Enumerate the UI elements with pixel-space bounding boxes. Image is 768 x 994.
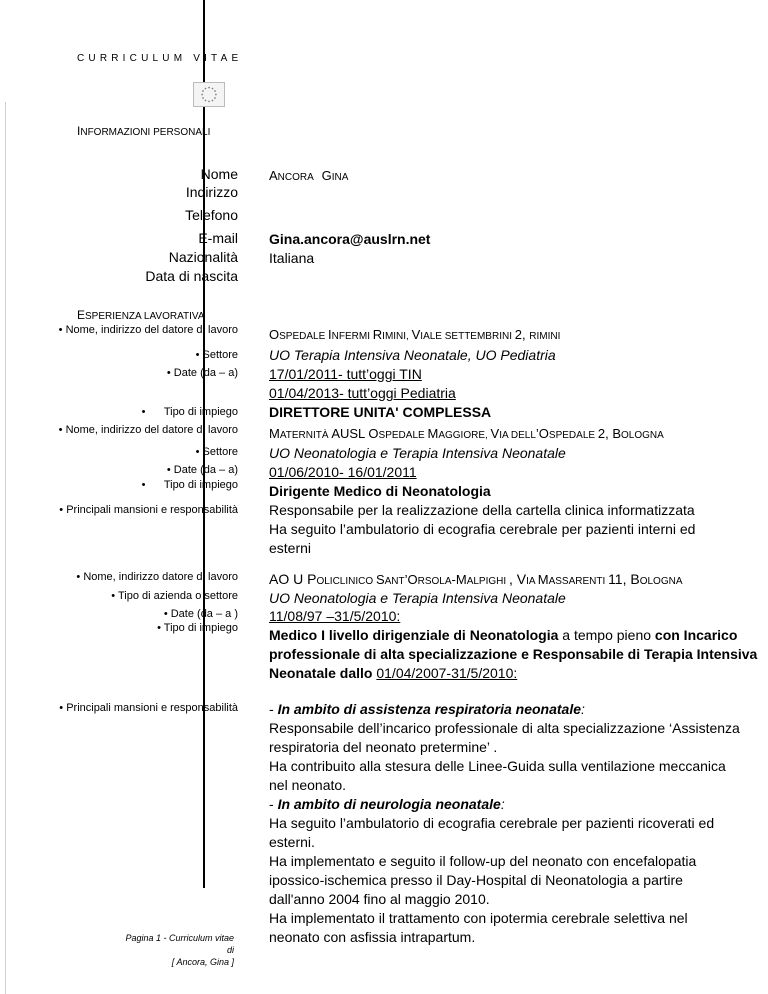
job3-role-line-2: professionale di alta specializzazione e Responsabile di Terapia Intensiva bbox=[269, 646, 758, 662]
label-email: E-mail bbox=[198, 230, 238, 246]
job1-date-1: 17/01/2011- tutt’oggi TIN bbox=[269, 366, 422, 382]
duties-neurology-heading: - In ambito di neurologia neonatale: bbox=[269, 796, 505, 812]
label-job-type: • Tipo di impiego bbox=[141, 406, 238, 418]
label-dates: • Date (da – a) bbox=[166, 464, 238, 476]
label-nationality: Nazionalità bbox=[168, 249, 238, 265]
duty-text: esterni. bbox=[269, 834, 315, 850]
duty-text: Ha implementato il trattamento con ipotermia cerebrale selettiva nel bbox=[269, 910, 688, 926]
value-email: Gina.ancora@auslrn.net bbox=[269, 231, 431, 247]
job3-dates: 11/08/97 –31/5/2010: bbox=[269, 608, 401, 624]
duty-text: respiratoria del neonato pretermine’ . bbox=[269, 739, 498, 755]
label-duties: • Principali mansioni e responsabilità bbox=[59, 504, 238, 516]
value-nationality: Italiana bbox=[269, 250, 315, 266]
job3-sector: UO Neonatologia e Terapia Intensiva Neonatale bbox=[269, 590, 566, 606]
label-sector: • Settore bbox=[195, 446, 238, 458]
label-dates: • Date (da – a) bbox=[166, 367, 238, 379]
label-address: Indirizzo bbox=[185, 184, 238, 200]
job1-sector: UO Terapia Intensiva Neonatale, UO Pediatria bbox=[269, 347, 556, 363]
duty-text: ipossico-ischemica presso il Day-Hospital di Neonatologia a partire bbox=[269, 872, 683, 888]
label-sector: • Settore bbox=[195, 349, 238, 361]
job1-role: DIRETTORE UNITA' COMPLESSA bbox=[269, 404, 492, 420]
label-job-type-2: • Tipo di impiego bbox=[157, 622, 238, 634]
duty-text: nel neonato. bbox=[269, 777, 347, 793]
duties-respiratory-heading: - In ambito di assistenza respiratoria neonatale: bbox=[269, 701, 585, 717]
job3-employer: AO U POLICLINICO SANT’ORSOLA-MALPIGHI , VIA MASSARENTI 11, BOLOGNA bbox=[269, 571, 683, 587]
job2-dates: 01/06/2010- 16/01/2011 bbox=[269, 464, 417, 480]
job2-duty-1: Responsabile per la realizzazione della cartella clinica informatizzata bbox=[269, 502, 695, 518]
left-margin-rule bbox=[5, 102, 6, 994]
eu-flag-icon bbox=[193, 82, 225, 107]
label-company-type: • Tipo di azienda o settore bbox=[111, 590, 238, 602]
label-name: Nome bbox=[200, 166, 238, 182]
job1-employer: OSPEDALE INFERMI RIMINI, VIALE SETTEMBRINI 2, RIMINI bbox=[269, 327, 561, 342]
label-employer: • Nome, indirizzo del datore di lavoro bbox=[58, 324, 238, 336]
label-employer-2: • Nome, indirizzo datore di lavoro bbox=[76, 571, 238, 583]
cv-title: CURRICULUM VITAE bbox=[77, 53, 243, 64]
label-job-type: • Tipo di impiego bbox=[141, 479, 238, 491]
job2-sector: UO Neonatologia e Terapia Intensiva Neonatale bbox=[269, 445, 566, 461]
label-dates-2: • Date (da – a ) bbox=[163, 608, 238, 620]
duty-text: Ha implementato e seguito il follow-up del neonato con encefalopatia bbox=[269, 853, 697, 869]
duty-text: neonato con asfissia intrapartum. bbox=[269, 929, 476, 945]
duty-text: Responsabile dell’incarico professionale di alta specializzazione ‘Assistenza bbox=[269, 720, 740, 736]
job2-employer: MATERNITÀ AUSL OSPEDALE MAGGIORE, VIA DELL’OSPEDALE 2, BOLOGNA bbox=[269, 426, 664, 441]
job1-date-2: 01/04/2013- tutt’oggi Pediatria bbox=[269, 385, 456, 401]
label-duties: • Principali mansioni e responsabilità bbox=[59, 702, 238, 714]
section-personal-info: INFORMAZIONI PERSONALI bbox=[77, 124, 211, 138]
label-birth: Data di nascita bbox=[145, 268, 238, 284]
value-name: ANCORA GINA bbox=[269, 168, 349, 183]
job2-role: Dirigente Medico di Neonatologia bbox=[269, 483, 491, 499]
job2-duty-2: Ha seguito l’ambulatorio di ecografia cerebrale per pazienti interni ed bbox=[269, 521, 696, 537]
job2-duty-3: esterni bbox=[269, 540, 312, 556]
page-footer bbox=[118, 932, 234, 968]
job3-role-line-1: Medico I livello dirigenziale di Neonatologia a tempo pieno con Incarico bbox=[269, 627, 738, 643]
label-employer: • Nome, indirizzo del datore di lavoro bbox=[58, 424, 238, 436]
job3-role-line-3: Neonatale dallo 01/04/2007-31/5/2010: bbox=[269, 665, 518, 681]
duty-text: Ha seguito l’ambulatorio di ecografia cerebrale per pazienti ricoverati ed bbox=[269, 815, 715, 831]
footer-line-1: Pagina 1 - Curriculum vitae di bbox=[125, 933, 234, 955]
label-phone: Telefono bbox=[185, 207, 238, 223]
section-work-experience: ESPERIENZA LAVORATIVA bbox=[77, 308, 205, 322]
duty-text: dall'anno 2004 fino al maggio 2010. bbox=[269, 891, 490, 907]
duty-text: Ha contribuito alla stesura delle Linee-Guida sulla ventilazione meccanica bbox=[269, 758, 726, 774]
footer-line-2: [ Ancora, Gina ] bbox=[171, 957, 234, 967]
